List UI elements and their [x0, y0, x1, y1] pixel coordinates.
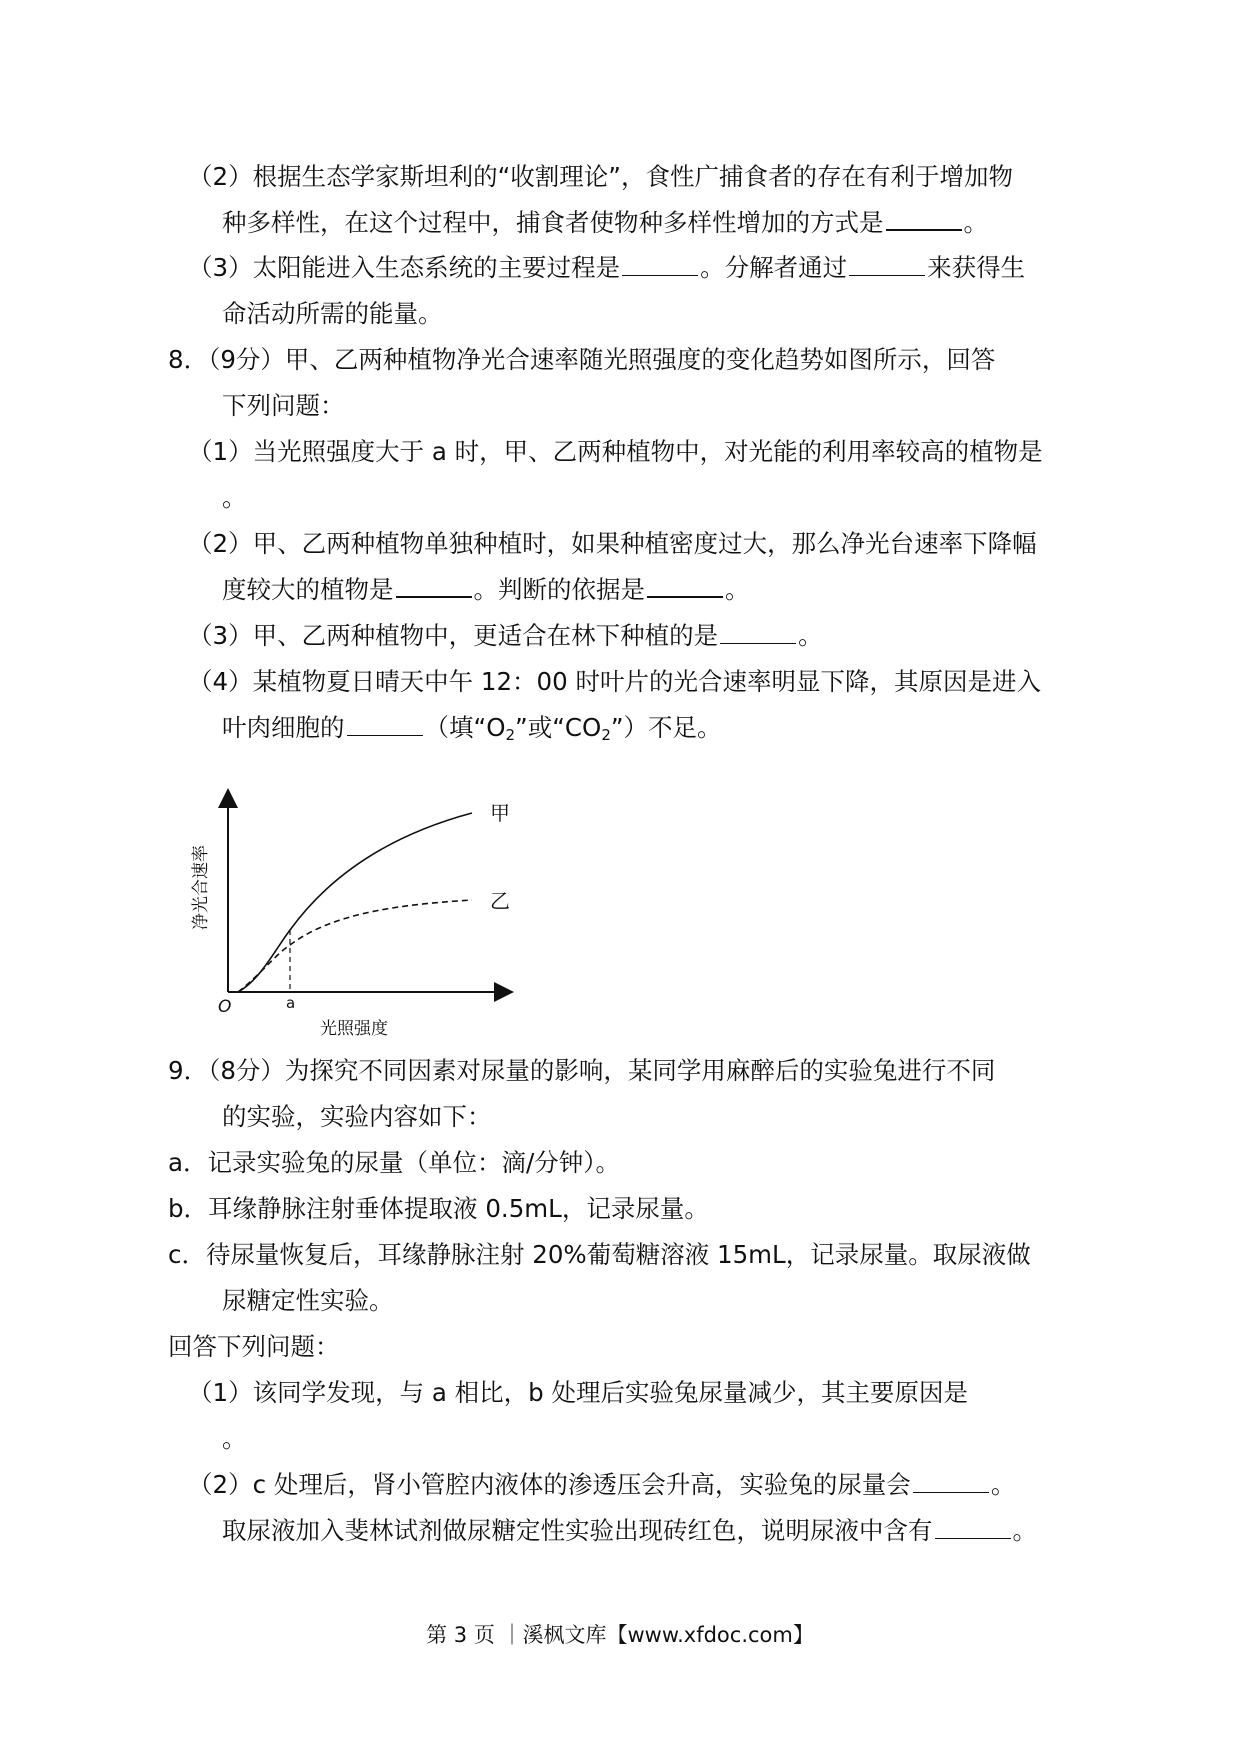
q8-part4-line1: （4）某植物夏日晴天中午 12：00 时叶片的光合速率明显下降，其原因是进入 [188, 667, 1042, 696]
q8-part2-text-c: 。 [725, 575, 750, 604]
subscript: 2 [505, 726, 516, 744]
origin-label: O [218, 997, 232, 1017]
q7-part3-text-b: 。分解者通过 [700, 253, 848, 282]
q9-step-b: b．耳缘静脉注射垂体提取液 0.5mL，记录尿量。 [168, 1194, 709, 1223]
q8-part3-text-b: 。 [798, 621, 823, 650]
q8-part2-line1: （2）甲、乙两种植物单独种植时，如果种植密度过大，那么净光台速率下降幅 [188, 529, 1037, 558]
q8-heading-line2: 下列问题： [222, 391, 345, 420]
q9-part2-line2 [222, 1514, 1037, 1548]
answer-blank [720, 621, 796, 644]
q8-part1-line1: （1）当光照强度大于 a 时，甲、乙两种植物中，对光能的利用率较高的植物是 [188, 437, 1043, 466]
q8-part2-text-b: 。判断的依据是 [473, 575, 645, 604]
q9-part2-text-d: 。 [1012, 1516, 1037, 1545]
q9-part1-line1: （1）该同学发现，与 a 相比，b 处理后实验兔尿量减少，其主要原因是 [188, 1378, 969, 1407]
q9-part1-line2: 。 [222, 1424, 247, 1453]
q8-part2-line2 [222, 573, 750, 607]
q8-part2-text-a: 度较大的植物是 [222, 575, 394, 604]
q8-part4-text-c: ”或“CO [515, 713, 602, 742]
answer-blank [935, 1516, 1011, 1539]
answer-blank [849, 253, 925, 276]
y-axis-label: 净光合速率 [191, 845, 211, 930]
q7-part3-line2: 命活动所需的能量。 [222, 299, 443, 328]
q7-part2-end: 。 [963, 208, 988, 237]
answer-blank [886, 207, 962, 231]
q7-part3-text-c: 来获得生 [927, 253, 1026, 282]
answer-blank [347, 713, 423, 736]
q9-part2-text-b: 。 [990, 1470, 1016, 1499]
q9-step-a: a．记录实验兔的尿量（单位：滴/分钟）。 [168, 1148, 621, 1177]
q9-step-c-line1: c．待尿量恢复后，耳缘静脉注射 20%葡萄糖溶液 15mL，记录尿量。取尿液做 [168, 1240, 1031, 1269]
q7-part2-text: 种多样性，在这个过程中，捕食者使物种多样性增加的方式是 [222, 208, 884, 237]
answer-blank [647, 574, 723, 598]
q7-part3-line1 [188, 251, 1025, 285]
q9-part2-line1 [188, 1468, 1015, 1502]
q8-part4-line2 [222, 711, 722, 745]
answer-blank [396, 574, 472, 598]
q7-part3-text-a: （3）太阳能进入生态系统的主要过程是 [188, 253, 621, 282]
x-axis-label: 光照强度 [320, 1019, 388, 1039]
q8-part4-text-a: 叶肉细胞的 [222, 713, 345, 742]
q7-part2-line2 [222, 206, 988, 240]
series-label-yi: 乙 [490, 889, 510, 913]
q8-part4-text-b: （填“O [424, 713, 506, 742]
q8-part4-text-d: ”）不足。 [610, 713, 722, 742]
series-label-jia: 甲 [490, 801, 510, 825]
q9-part2-text-c: 取尿液加入斐林试剂做尿糖定性实验出现砖红色，说明尿液中含有 [222, 1516, 933, 1545]
answer-blank [622, 253, 698, 276]
series-line-yi [238, 900, 472, 992]
q9-part2-text-a: （2）c 处理后，肾小管腔内液体的渗透压会升高，实验兔的尿量会 [188, 1470, 911, 1499]
q9-answer-heading: 回答下列问题： [168, 1332, 340, 1361]
q8-part3-text-a: （3）甲、乙两种植物中，更适合在林下种植的是 [188, 621, 719, 650]
page-footer: 第 3 页 ｜溪枫文库【www.xfdoc.com】 [426, 1623, 814, 1647]
q9-heading-line1: 9．（8分）为探究不同因素对尿量的影响，某同学用麻醉后的实验兔进行不同 [168, 1056, 996, 1085]
answer-blank [913, 1470, 989, 1493]
q8-heading-line1: 8．（9分）甲、乙两种植物净光合速率随光照强度的变化趋势如图所示，回答 [168, 345, 996, 374]
q9-heading-line2: 的实验，实验内容如下： [222, 1102, 492, 1131]
photosynthesis-chart [190, 780, 530, 1040]
q8-part3-line [188, 619, 823, 653]
q7-part2-line1: （2）根据生态学家斯坦利的“收割理论”，食性广捕食者的存在有利于增加物 [188, 162, 1013, 191]
q9-step-c-line2: 尿糖定性实验。 [222, 1286, 394, 1315]
subscript: 2 [601, 726, 611, 744]
x-tick-label-a: a [286, 994, 296, 1012]
q8-part1-line2: 。 [222, 483, 247, 512]
